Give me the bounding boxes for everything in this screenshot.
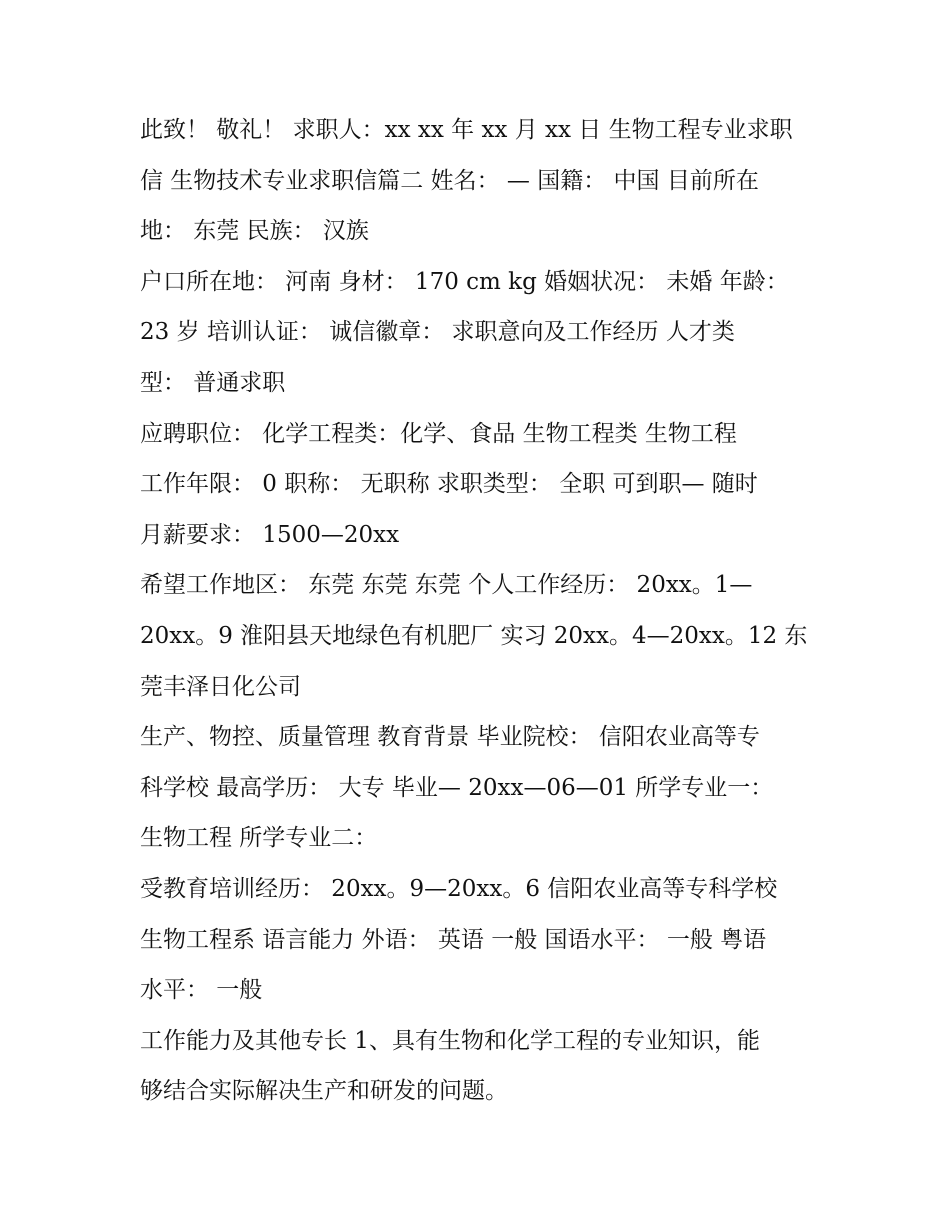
text-line: 工作能力及其他专长 1、具有生物和化学工程的专业知识，能	[140, 1027, 760, 1054]
paragraph-training-and-languages	[140, 864, 820, 1016]
text-line: 型： 普通求职	[140, 369, 286, 396]
text-line: 地： 东莞 民族： 汉族	[140, 218, 369, 245]
text-line: 莞丰泽日化公司	[140, 673, 301, 700]
paragraph-skills	[140, 1016, 820, 1117]
text-line: 工作年限： 0 职称： 无职称 求职类型： 全职 可到职— 随时	[140, 471, 758, 498]
text-line: 应聘职位： 化学工程类：化学、食品 生物工程类 生物工程	[140, 420, 737, 447]
paragraph-work-experience	[140, 560, 820, 712]
text-line: 科学校 最高学历： 大专 毕业— 20xx—06—01 所学专业一：	[140, 774, 774, 801]
text-line: 够结合实际解决生产和研发的问题。	[140, 1078, 508, 1105]
text-line: 户口所在地： 河南 身材： 170 cm kg 婚姻状况： 未婚 年龄：	[140, 268, 789, 295]
text-line: 23 岁 培训认证： 诚信徽章： 求职意向及工作经历 人才类	[140, 319, 735, 346]
text-line: 生物工程系 语言能力 外语： 英语 一般 国语水平： 一般 粤语	[140, 926, 767, 953]
text-line: 受教育培训经历： 20xx。9—20xx。6 信阳农业高等专科学校	[140, 875, 778, 902]
paragraph-education-background	[140, 712, 820, 864]
paragraph-residence-and-details	[140, 257, 820, 409]
text-line: 信 生物技术专业求职信篇二 姓名： — 国籍： 中国 目前所在	[140, 167, 759, 194]
text-line: 生物工程 所学专业二：	[140, 825, 378, 852]
text-line: 月薪要求： 1500—20xx	[140, 521, 400, 548]
text-line: 此致！ 敬礼！ 求职人：xx xx 年 xx 月 xx 日 生物工程专业求职	[140, 117, 793, 143]
document-page	[140, 105, 820, 1117]
text-line: 20xx。9 淮阳县天地绿色有机肥厂 实习 20xx。4—20xx。12 东	[140, 622, 808, 649]
text-line: 生产、物控、质量管理 教育背景 毕业院校： 信阳农业高等专	[140, 724, 760, 751]
text-line: 希望工作地区： 东莞 东莞 东莞 个人工作经历： 20xx。1—	[140, 572, 753, 599]
text-line: 水平： 一般	[140, 977, 263, 1004]
paragraph-closing-and-personal-info	[140, 105, 820, 257]
paragraph-position-and-salary	[140, 409, 820, 561]
